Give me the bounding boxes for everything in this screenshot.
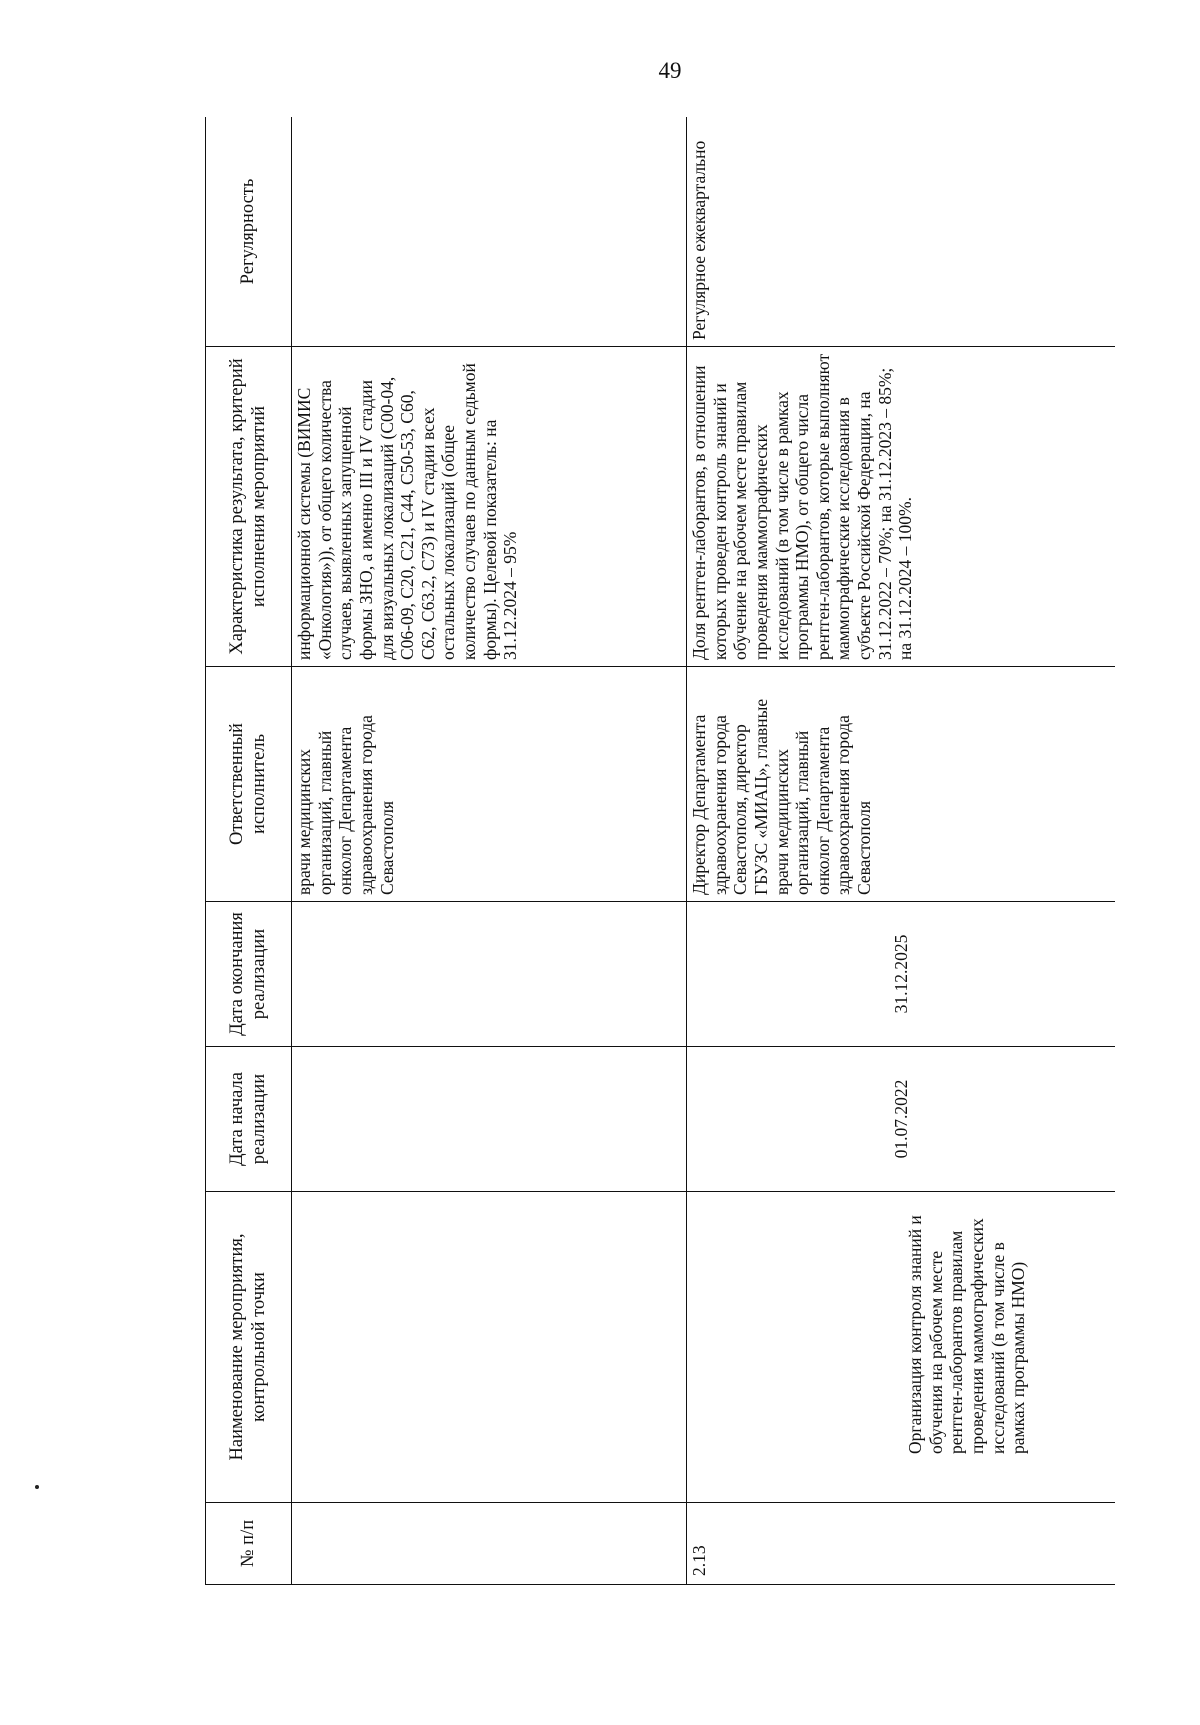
row-regularity bbox=[292, 117, 687, 347]
row-start-date: 01.07.2022 bbox=[687, 1047, 1116, 1192]
row-name-cell bbox=[687, 1192, 1116, 1503]
header-end-date: Дата окончания реализации bbox=[206, 902, 292, 1047]
row-end-date: 31.12.2025 bbox=[687, 902, 1116, 1047]
row-num: 2.13 bbox=[687, 1503, 1116, 1585]
header-start-date: Дата начала реализации bbox=[206, 1047, 292, 1192]
row-name: Организация контроля знаний и обучения на рабочем месте рентген-лаборантов правилам проведения маммографических исследований (в том числе в рамках программы НМО) bbox=[905, 1215, 1029, 1454]
row-start-date bbox=[292, 1047, 687, 1192]
scan-speck bbox=[35, 1485, 39, 1489]
row-regularity: Регулярное ежеквартально bbox=[687, 117, 1116, 347]
row-responsible: Директор Департамента здравоохранения города Севастополя, директор ГБУЗС «МИАЦ», главные врачи медицинских организаций, главный онколог Департамента здравоохранения города Севастополя bbox=[687, 667, 1116, 902]
row-end-date bbox=[292, 902, 687, 1047]
row-name bbox=[292, 1192, 687, 1503]
rotated-table-frame bbox=[205, 117, 1115, 1585]
header-responsible: Ответственный исполнитель bbox=[206, 667, 292, 902]
row-responsible: врачи медицинских организаций, главный онколог Департамента здравоохранения города Севастополя bbox=[292, 667, 687, 902]
table-row bbox=[292, 117, 687, 1585]
header-num: № п/п bbox=[206, 1503, 292, 1585]
row-result: информационной системы (ВИМИС «Онкология»)), от общего количества случаев, выявленных запущенной формы ЗНО, а именно III и IV стадии для визуальных локализаций (С00-04, С06-09, С20, С21, С44, С50-53, С60, С62, С63.2, С73) и IV стадии всех остальных локализаций (общее количество случаев по данным седьмой формы). Целевой показатель: на 31.12.2024 – 95% bbox=[292, 347, 687, 667]
header-regularity: Регулярность bbox=[206, 117, 292, 347]
measures-table bbox=[205, 117, 1115, 1585]
header-name: Наименование мероприятия, контрольной точки bbox=[206, 1192, 292, 1503]
row-result: Доля рентген-лаборантов, в отношении которых проведен контроль знаний и обучение на рабочем месте правилам проведения маммографических исследований (в том числе в рамках программы НМО), от общего числа рентген-лаборантов, которые выполняют маммографические исследования в субъекте Российской Федерации, на 31.12.2022 – 70%; на 31.12.2023 – 85%; на 31.12.2024 – 100%. bbox=[687, 347, 1116, 667]
header-result: Характеристика результата, критерий исполнения мероприятий bbox=[206, 347, 292, 667]
page-number: 49 bbox=[658, 58, 682, 83]
row-num bbox=[292, 1503, 687, 1585]
rotated-table bbox=[205, 117, 1115, 1585]
table-header-row bbox=[206, 117, 292, 1585]
table-row bbox=[687, 117, 1116, 1585]
